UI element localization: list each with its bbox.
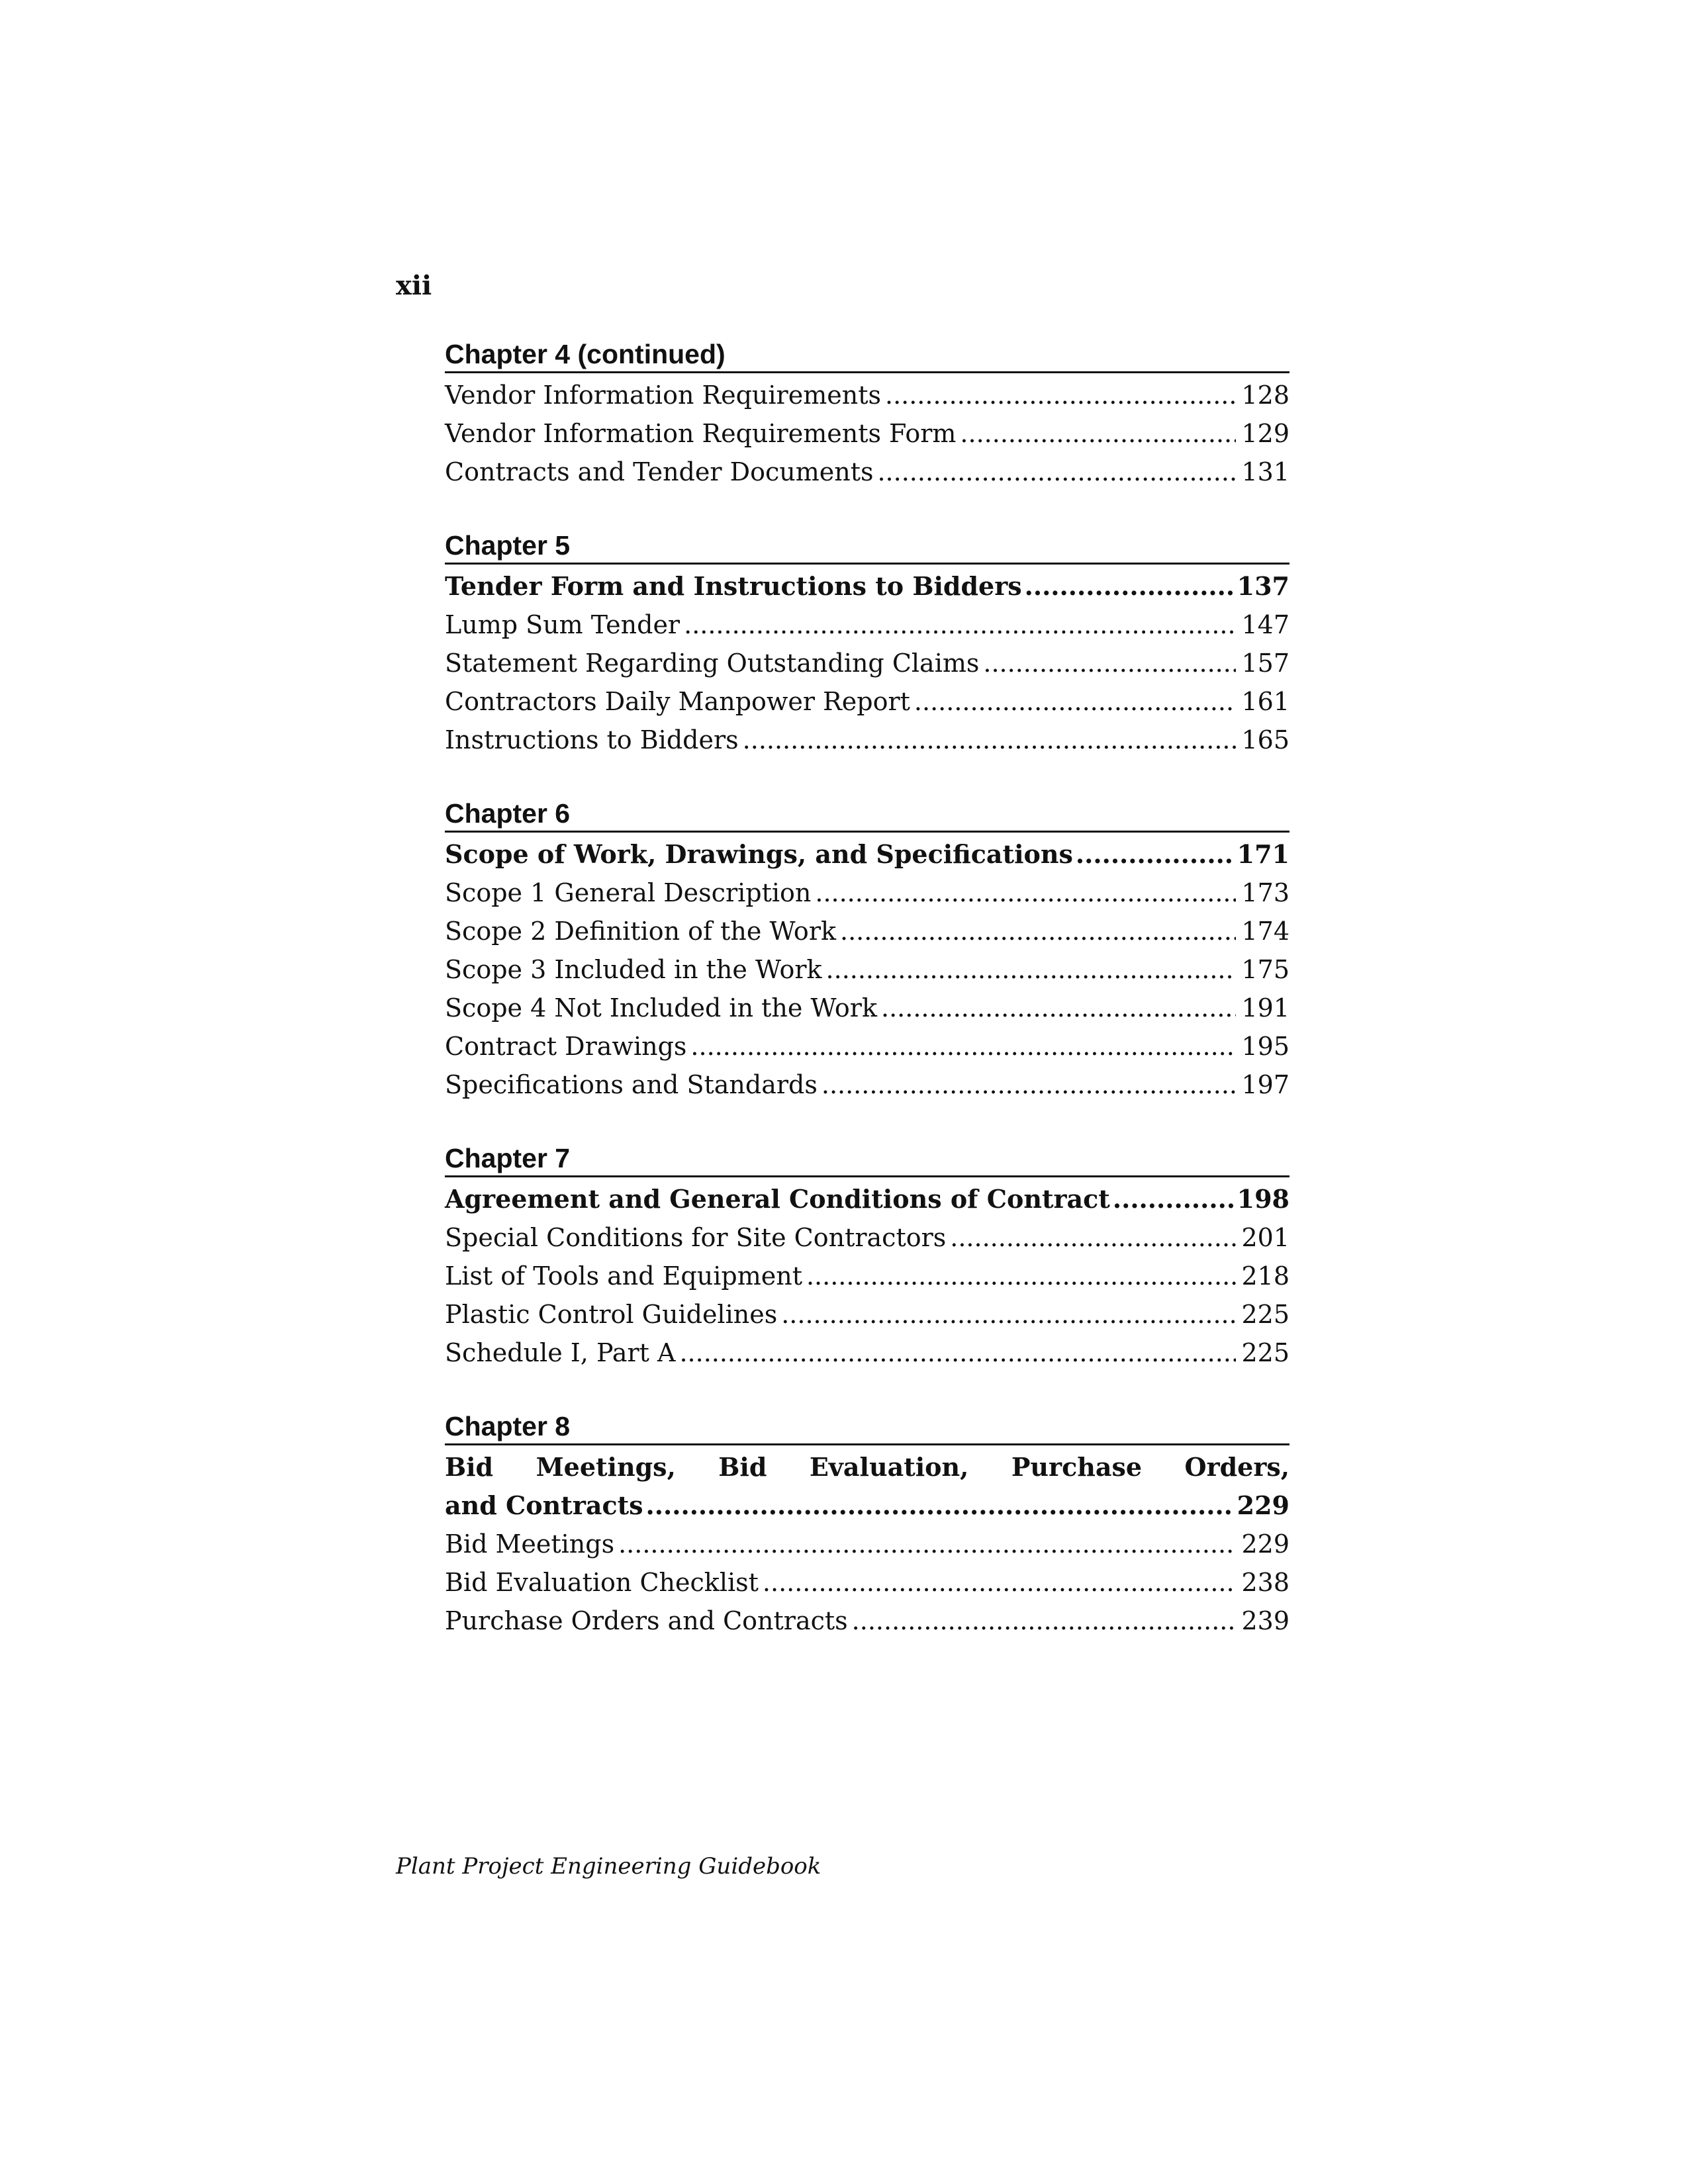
toc-entry[interactable]: [445, 1027, 1289, 1066]
entry-title: Special Conditions for Site Contractors: [445, 1223, 947, 1252]
entry-title: Contract Drawings: [445, 1032, 687, 1061]
entry-page: 171: [1237, 839, 1289, 869]
chapter-heading: Chapter 4 (continued): [445, 338, 1289, 373]
entry-page: 165: [1241, 725, 1289, 754]
entry-title: Scope 2 Definition of the Work: [445, 917, 837, 946]
entry-page: 131: [1241, 457, 1289, 486]
entry-title: List of Tools and Equipment: [445, 1261, 802, 1291]
entry-list: [445, 1525, 1289, 1640]
entry-title: Agreement and General Conditions of Contract: [445, 1184, 1110, 1214]
entry-page: 239: [1241, 1606, 1289, 1635]
dot-leader: [960, 414, 1236, 453]
entry-page: 238: [1241, 1568, 1289, 1597]
dot-leader: [618, 1525, 1236, 1563]
entry-page: 225: [1241, 1338, 1289, 1367]
entry-title: Lump Sum Tender: [445, 610, 680, 639]
toc-entry[interactable]: [445, 414, 1289, 453]
toc-entry[interactable]: [445, 1257, 1289, 1295]
entry-page: 147: [1241, 610, 1289, 639]
entry-title: Vendor Information Requirements Form: [445, 419, 957, 448]
toc-main-entry[interactable]: [445, 835, 1289, 874]
dot-leader: [914, 682, 1237, 721]
chapter-6-section: [445, 797, 1289, 1104]
entry-page: 218: [1241, 1261, 1289, 1291]
dot-leader: [1113, 1180, 1235, 1218]
toc-main-entry[interactable]: [445, 567, 1289, 606]
dot-leader: [826, 950, 1237, 989]
dot-leader: [877, 453, 1236, 491]
dot-leader: [806, 1257, 1237, 1295]
entry-title-line-2: and Contracts: [445, 1490, 643, 1520]
entry-page: 157: [1241, 649, 1289, 678]
entry-list: [445, 567, 1289, 759]
toc-entry[interactable]: [445, 1563, 1289, 1602]
dot-leader: [690, 1027, 1236, 1066]
toc-entry[interactable]: [445, 1525, 1289, 1563]
entry-title: Instructions to Bidders: [445, 725, 739, 754]
entry-page: 195: [1241, 1032, 1289, 1061]
entry-title: Contractors Daily Manpower Report: [445, 687, 910, 716]
entry-page: 197: [1241, 1070, 1289, 1099]
dot-leader: [815, 874, 1236, 912]
toc-main-entry[interactable]: [445, 1180, 1289, 1218]
chapter-heading: Chapter 8: [445, 1410, 1289, 1445]
entry-title: Bid Meetings: [445, 1529, 615, 1559]
toc-entry[interactable]: [445, 453, 1289, 491]
toc-entry[interactable]: [445, 1602, 1289, 1640]
dot-leader: [821, 1066, 1237, 1104]
book-title-footer: Plant Project Engineering Guidebook: [396, 1853, 821, 1880]
dot-leader: [950, 1218, 1236, 1257]
chapter-heading: Chapter 6: [445, 797, 1289, 833]
page-number: xii: [396, 270, 432, 301]
toc-entry[interactable]: [445, 912, 1289, 950]
entry-page: 161: [1241, 687, 1289, 716]
toc-entry[interactable]: [445, 874, 1289, 912]
dot-leader: [763, 1563, 1237, 1602]
dot-leader: [684, 606, 1236, 644]
toc-entry[interactable]: [445, 606, 1289, 644]
table-of-contents: [445, 338, 1289, 1640]
entry-title: Scope 3 Included in the Work: [445, 955, 822, 984]
entry-page: 191: [1241, 993, 1289, 1023]
entry-title-line-1: Bid Meetings, Bid Evaluation, Purchase Orders,: [445, 1452, 1289, 1482]
entry-title: Specifications and Standards: [445, 1070, 818, 1099]
dot-leader: [1025, 567, 1235, 606]
dot-leader: [1076, 835, 1235, 874]
toc-entry[interactable]: [445, 989, 1289, 1027]
chapter-4-section: [445, 338, 1289, 491]
entry-title: Scope 4 Not Included in the Work: [445, 993, 877, 1023]
entry-page: 175: [1241, 955, 1289, 984]
entry-title: Tender Form and Instructions to Bidders: [445, 571, 1022, 601]
entry-list: [445, 1180, 1289, 1372]
chapter-heading: Chapter 7: [445, 1142, 1289, 1177]
entry-title-line-2-row: [445, 1486, 1289, 1525]
dot-leader: [881, 989, 1236, 1027]
entry-title: Schedule I, Part A: [445, 1338, 676, 1367]
dot-leader: [983, 644, 1236, 682]
toc-entry[interactable]: [445, 376, 1289, 414]
chapter-7-section: [445, 1142, 1289, 1372]
dot-leader: [679, 1334, 1236, 1372]
entry-page: 129: [1241, 419, 1289, 448]
dot-leader: [852, 1602, 1237, 1640]
toc-entry[interactable]: [445, 1066, 1289, 1104]
dot-leader: [885, 376, 1236, 414]
entry-page: 225: [1241, 1300, 1289, 1329]
chapter-8-section: [445, 1410, 1289, 1640]
entry-title: Scope 1 General Description: [445, 878, 812, 907]
entry-list: [445, 376, 1289, 491]
entry-page: 137: [1237, 571, 1289, 601]
entry-list: [445, 835, 1289, 1104]
entry-page: 174: [1241, 917, 1289, 946]
entry-title: Vendor Information Requirements: [445, 381, 881, 410]
chapter-5-section: [445, 529, 1289, 759]
entry-title: Bid Evaluation Checklist: [445, 1568, 759, 1597]
entry-title: Plastic Control Guidelines: [445, 1300, 778, 1329]
entry-page: 128: [1241, 381, 1289, 410]
entry-page: 229: [1237, 1490, 1289, 1520]
dot-leader: [840, 912, 1236, 950]
dot-leader: [743, 721, 1237, 759]
entry-title: Statement Regarding Outstanding Claims: [445, 649, 980, 678]
entry-title: Scope of Work, Drawings, and Specifications: [445, 839, 1073, 869]
chapter-heading: Chapter 5: [445, 529, 1289, 565]
entry-page: 173: [1241, 878, 1289, 907]
toc-entry[interactable]: [445, 721, 1289, 759]
entry-page: 201: [1241, 1223, 1289, 1252]
entry-page: 229: [1241, 1529, 1289, 1559]
entry-page: 198: [1237, 1184, 1289, 1214]
toc-main-entry[interactable]: [445, 1448, 1289, 1525]
toc-entry[interactable]: [445, 644, 1289, 682]
toc-entry[interactable]: [445, 1218, 1289, 1257]
entry-title: Contracts and Tender Documents: [445, 457, 874, 486]
toc-entry[interactable]: [445, 1295, 1289, 1334]
dot-leader: [646, 1486, 1235, 1525]
dot-leader: [781, 1295, 1236, 1334]
toc-entry[interactable]: [445, 682, 1289, 721]
toc-entry[interactable]: [445, 1334, 1289, 1372]
toc-entry[interactable]: [445, 950, 1289, 989]
entry-title: Purchase Orders and Contracts: [445, 1606, 848, 1635]
